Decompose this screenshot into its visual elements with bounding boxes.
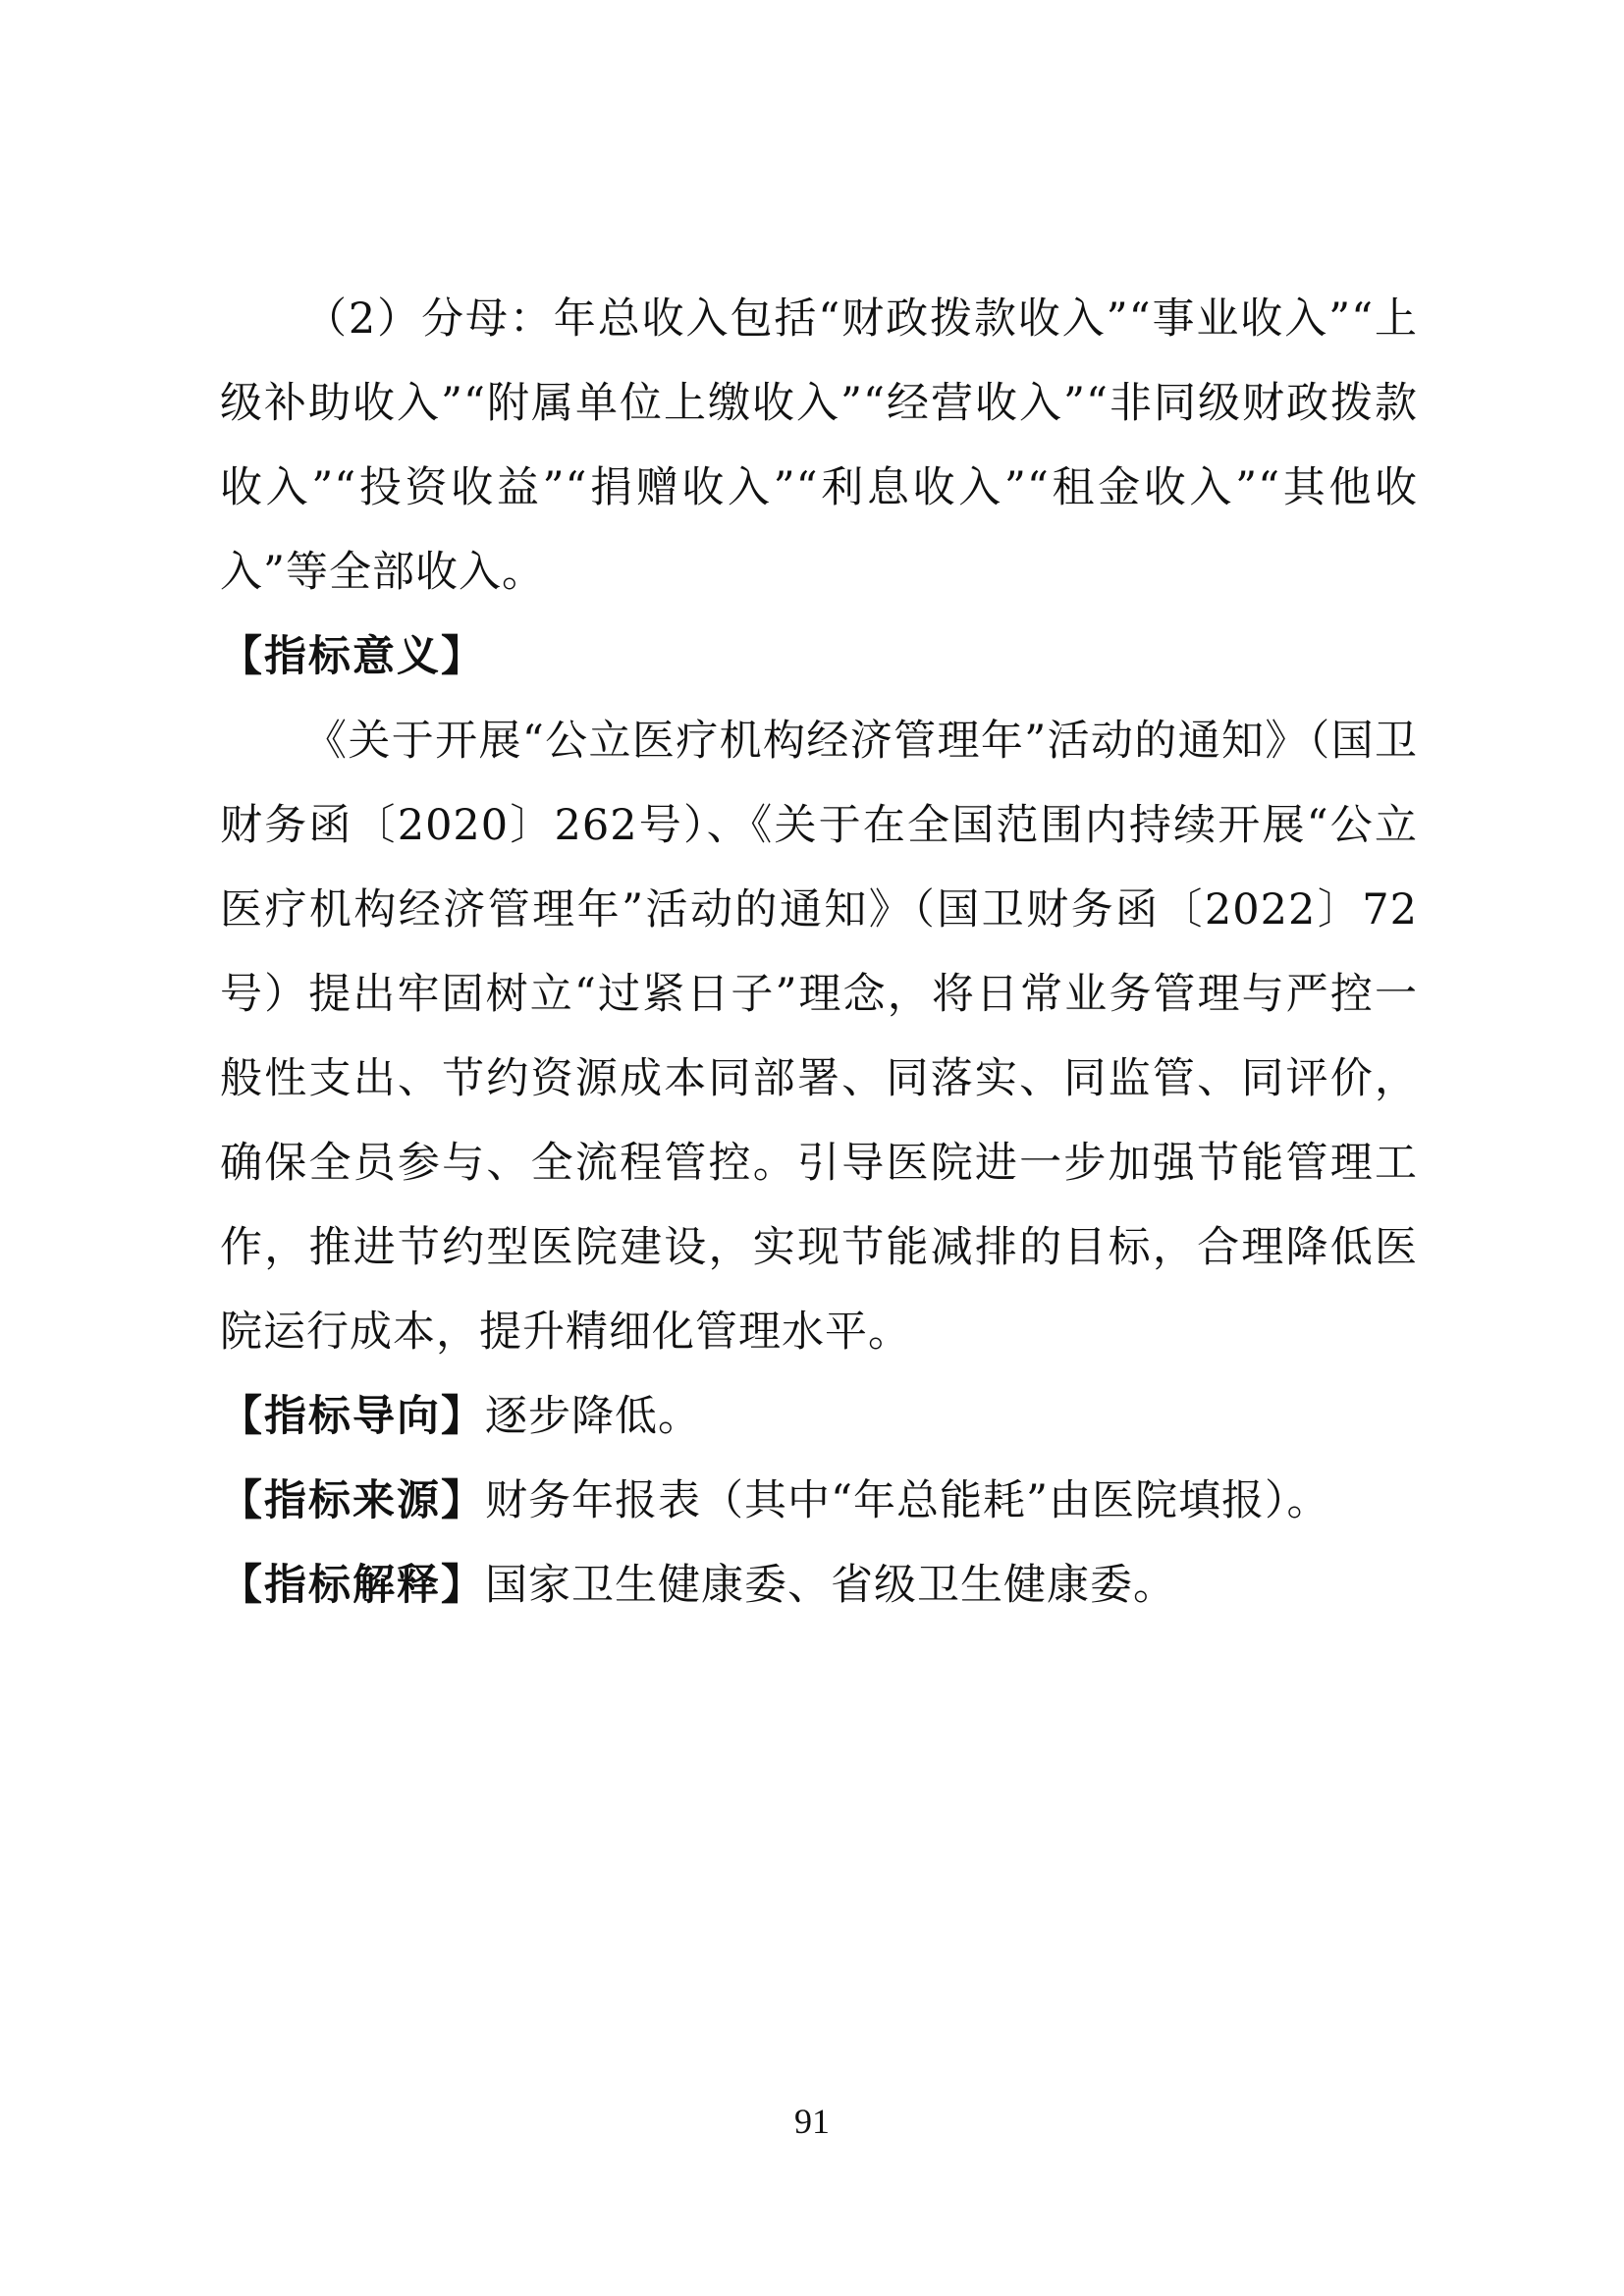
direction-text: 逐步降低。: [485, 1392, 701, 1441]
page-number: 91: [794, 2102, 830, 2141]
interpretation-text: 国家卫生健康委、省级卫生健康委。: [485, 1561, 1176, 1610]
significance-label: 【指标意义】: [220, 632, 485, 681]
direction-row: [220, 1374, 1418, 1459]
interpretation-label: 【指标解释】: [220, 1561, 485, 1610]
significance-heading: [220, 614, 1418, 699]
source-label: 【指标来源】: [220, 1476, 485, 1525]
source-text: 财务年报表（其中“年总能耗”由医院填报）。: [485, 1476, 1330, 1525]
direction-label: 【指标导向】: [220, 1392, 485, 1441]
significance-paragraph: 《关于开展“公立医疗机构经济管理年”活动的通知》（国卫财务函〔2020〕262号）、《关于在全国范围内持续开展“公立医疗机构经济管理年”活动的通知》（国卫财务函〔2022〕72号）提出牢固树立“过紧日子”理念，将日常业务管理与严控一般性支出、节约资源成本同部署、同落实、同监管、同评价，确保全员参与、全流程管控。引导医院进一步加强节能管理工作，推进节约型医院建设，实现节能减排的目标，合理降低医院运行成本，提升精细化管理水平。: [220, 717, 1418, 1357]
source-row: [220, 1459, 1418, 1543]
document-body: [220, 277, 1418, 1628]
denominator-paragraph: （2）分母：年总收入包括“财政拨款收入”“事业收入”“上级补助收入”“附属单位上缴收入”“经营收入”“非同级财政拨款收入”“投资收益”“捐赠收入”“利息收入”“租金收入”“其他收入”等全部收入。: [220, 294, 1418, 597]
interpretation-row: [220, 1543, 1418, 1628]
